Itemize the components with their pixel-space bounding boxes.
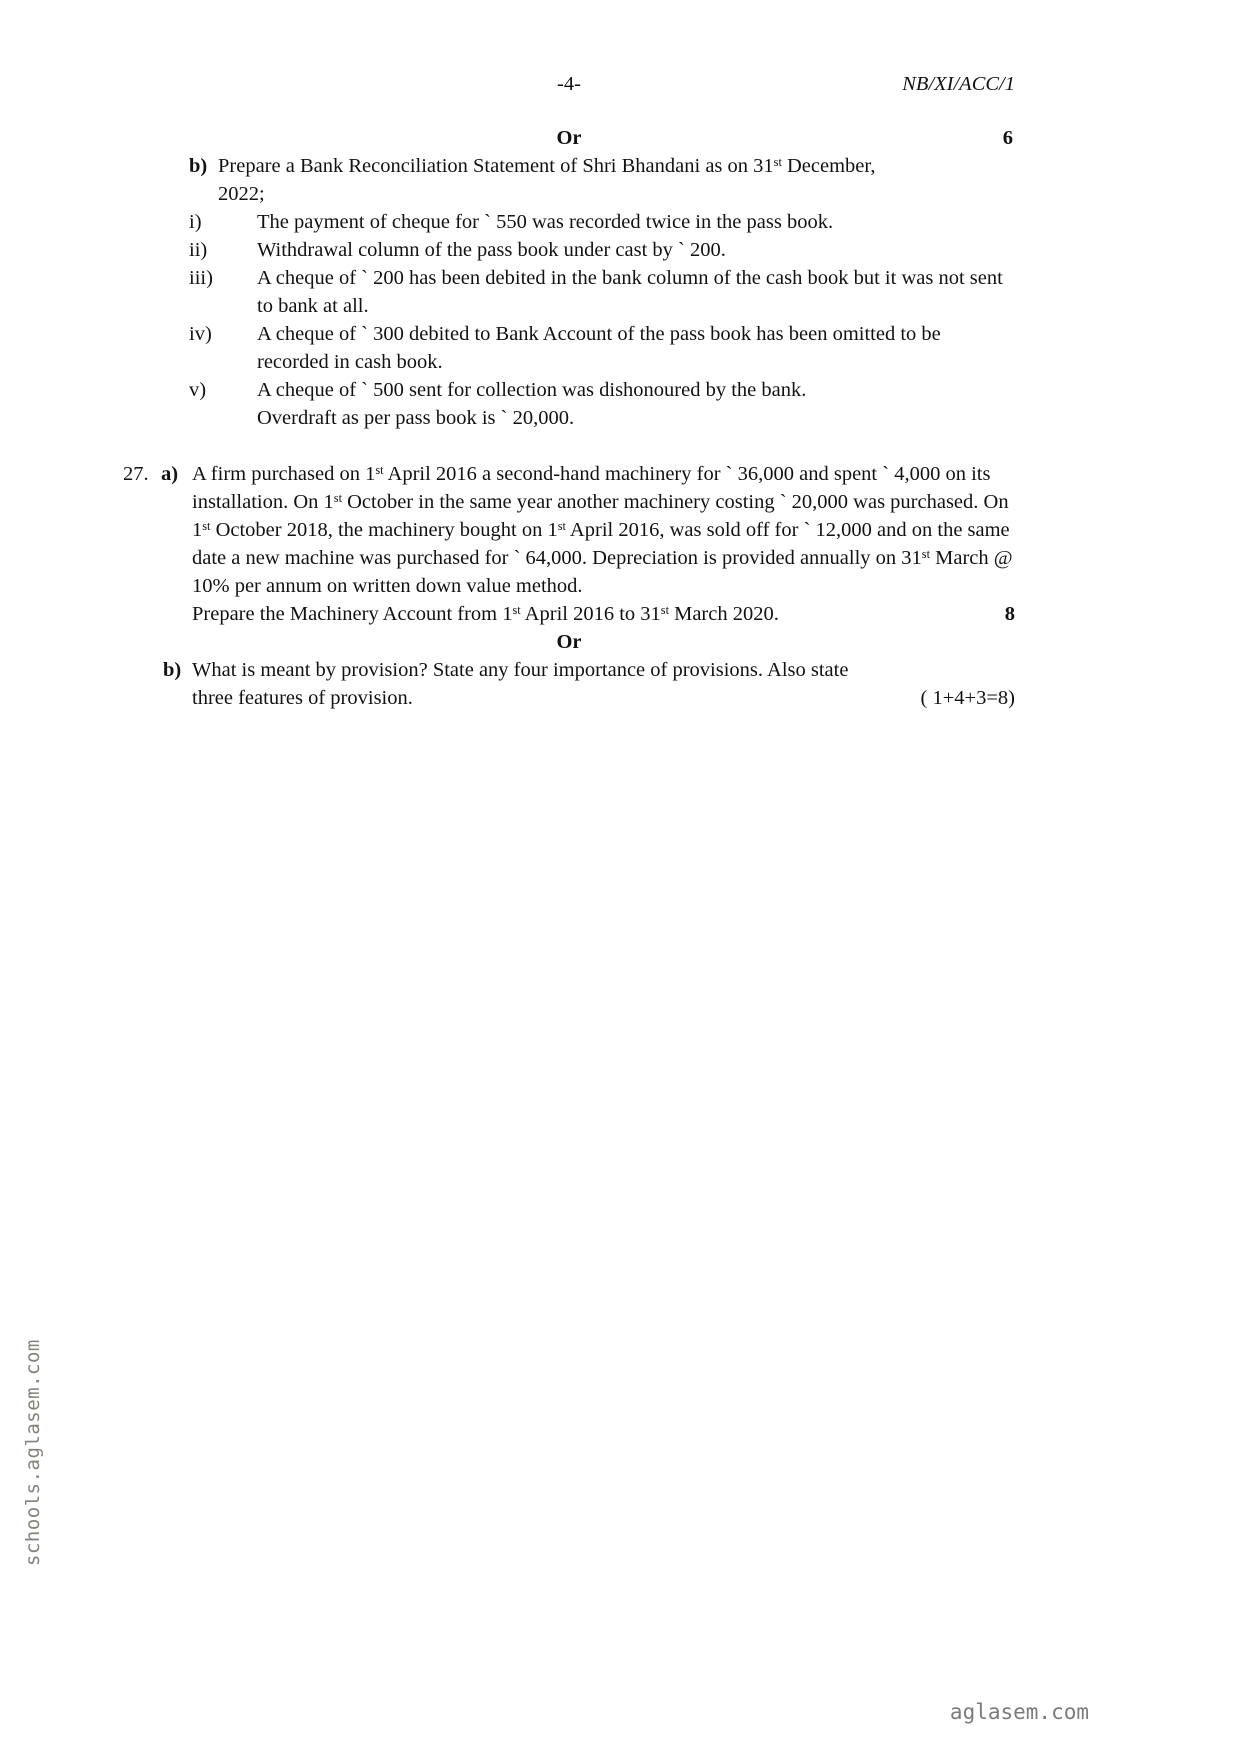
provision-question-line1: What is meant by provision? State any four importance of provisions. Also state: [192, 659, 849, 681]
question-27b: [123, 656, 1015, 712]
provision-question-line2: three features of provision.: [192, 687, 413, 709]
list-item-number: i): [189, 211, 202, 233]
list-item-number: ii): [189, 239, 208, 261]
question-b-text: [218, 152, 1015, 208]
list-item-text: A cheque of ` 300 debited to Bank Account of the pass book has been omitted to be recorded in cash book.: [257, 323, 941, 373]
question-27a-text: [192, 460, 1015, 628]
or-label: Or: [556, 631, 582, 653]
question-b-line2: 2022;: [218, 183, 265, 205]
prepare-instruction-line: [192, 600, 1015, 628]
watermark-left-vertical: schools.aglasem.com: [22, 1339, 44, 1566]
list-item-text-line1: A cheque of ` 500 sent for collection was dishonoured by the bank.: [257, 379, 807, 401]
page-number: -4-: [557, 73, 581, 95]
question-marks-6: 6: [1002, 127, 1013, 149]
document-page: [123, 70, 1015, 712]
list-item: [123, 264, 1015, 320]
item-label-a: a): [161, 463, 179, 485]
item-label-b: b): [163, 659, 182, 681]
machinery-paragraph: A firm purchased on 1st April 2016 a second-hand machinery for ` 36,000 and spent ` 4,000 on its installation. On 1st October in the same year another machinery costing ` 20,000 was purchased. On 1st October 2018, the machinery bought on 1st April 2016, was sold off for ` 12,000 and on the same date a new machine was purchased for ` 64,000. Depreciation is provided annually on 31st March @ 10% per annum on written down value method.: [192, 462, 1013, 597]
prepare-instruction: Prepare the Machinery Account from 1st April 2016 to 31st March 2020.: [192, 602, 779, 625]
list-item-text: The payment of cheque for ` 550 was recorded twice in the pass book.: [257, 211, 834, 233]
question-number: 27.: [123, 463, 149, 485]
page-header: [123, 70, 1015, 98]
list-item-text: [257, 376, 1015, 432]
list-item-text: Withdrawal column of the pass book under cast by ` 200.: [257, 239, 726, 261]
paper-code: NB/XI/ACC/1: [902, 73, 1015, 95]
list-item-number: iv): [189, 323, 212, 345]
list-item: [123, 320, 1015, 376]
list-item: [123, 236, 1015, 264]
list-item: [123, 376, 1015, 432]
or-divider-1: [123, 124, 1015, 152]
question-b-line1: Prepare a Bank Reconciliation Statement of Shri Bhandani as on 31st December,: [218, 154, 876, 177]
question-27a: [123, 460, 1015, 628]
or-label: Or: [556, 127, 582, 149]
overdraft-note: Overdraft as per pass book is ` 20,000.: [257, 407, 575, 429]
list-item-text: A cheque of ` 200 has been debited in the bank column of the cash book but it was not sent to bank at all.: [257, 267, 1003, 317]
watermark-bottom-right: aglasem.com: [949, 1700, 1089, 1724]
question-27: [123, 460, 1015, 712]
list-item-number: iii): [189, 267, 213, 289]
question-marks-8: 8: [1004, 603, 1015, 625]
or-divider-2: [123, 628, 1015, 656]
list-item: [123, 208, 1015, 236]
item-label-b: b): [189, 155, 208, 177]
reconciliation-items-list: [123, 208, 1015, 432]
marks-breakdown: ( 1+4+3=8): [920, 687, 1015, 709]
provision-question-line2-row: [192, 684, 1015, 712]
question-b-bank-reconciliation: [123, 152, 1015, 208]
list-item-number: v): [189, 379, 207, 401]
question-27b-text: [192, 656, 1015, 712]
